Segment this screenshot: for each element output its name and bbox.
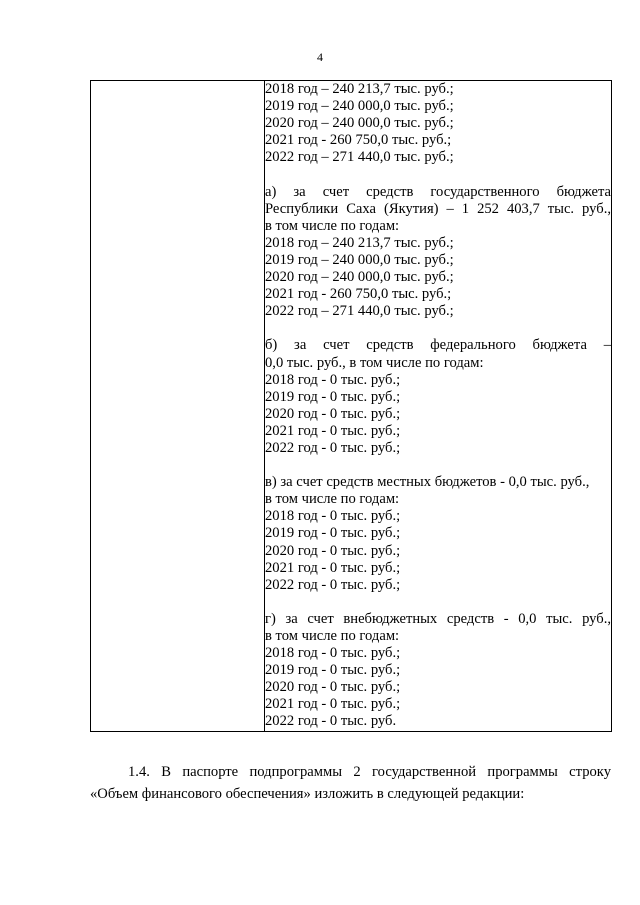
years-block-total <box>265 81 611 166</box>
section-a <box>265 184 611 321</box>
year-line: 2022 год - 0 тыс. руб. <box>265 713 397 730</box>
page-number: 4 <box>317 50 323 64</box>
section-g <box>265 611 611 731</box>
section-g-intro: г) за счет внебюджетных средств - 0,0 тыс. руб., <box>265 610 611 627</box>
body-paragraph-line: 1.4. В паспорте подпрограммы 2 государственной программы строку <box>128 764 611 780</box>
year-line: 2018 год – 240 213,7 тыс. руб.; <box>265 234 454 251</box>
year-line: 2021 год - 0 тыс. руб.; <box>265 422 401 439</box>
year-line: 2020 год – 240 000,0 тыс. руб.; <box>265 269 454 286</box>
year-line: 2019 год - 0 тыс. руб.; <box>265 525 401 542</box>
section-v-intro: в) за счет средств местных бюджетов - 0,0 тыс. руб., <box>265 474 590 491</box>
section-a-intro: в том числе по годам: <box>265 217 400 234</box>
table-left-cell <box>91 81 265 732</box>
year-line: 2020 год – 240 000,0 тыс. руб.; <box>265 115 454 132</box>
year-line: 2020 год - 0 тыс. руб.; <box>265 679 401 696</box>
spacer <box>265 457 611 474</box>
year-line: 2021 год - 0 тыс. руб.; <box>265 559 401 576</box>
table-right-cell <box>265 81 612 732</box>
year-line: 2018 год – 240 213,7 тыс. руб.; <box>265 81 454 97</box>
year-line: 2021 год - 0 тыс. руб.; <box>265 696 401 713</box>
year-line: 2022 год – 271 440,0 тыс. руб.; <box>265 303 454 320</box>
section-v <box>265 474 611 594</box>
year-line: 2018 год - 0 тыс. руб.; <box>265 508 401 525</box>
year-line: 2020 год - 0 тыс. руб.; <box>265 405 401 422</box>
section-b <box>265 337 611 457</box>
year-line: 2019 год - 0 тыс. руб.; <box>265 662 401 679</box>
year-line: 2018 год - 0 тыс. руб.; <box>265 371 401 388</box>
year-line: 2021 год - 260 750,0 тыс. руб.; <box>265 132 452 149</box>
body-paragraph-line: «Объем финансового обеспечения» изложить в следующей редакции: <box>90 786 525 802</box>
year-line: 2019 год – 240 000,0 тыс. руб.; <box>265 98 454 115</box>
spacer <box>265 594 611 611</box>
year-line: 2019 год – 240 000,0 тыс. руб.; <box>265 251 454 268</box>
section-g-intro: в том числе по годам: <box>265 628 400 644</box>
section-v-intro: в том числе по годам: <box>265 491 400 508</box>
year-line: 2022 год - 0 тыс. руб.; <box>265 576 401 593</box>
section-b-intro: 0,0 тыс. руб., в том числе по годам: <box>265 354 484 371</box>
section-b-intro: б) за счет средств федерального бюджета – <box>265 337 611 354</box>
year-line: 2022 год - 0 тыс. руб.; <box>265 439 401 456</box>
funding-table <box>90 80 612 732</box>
year-line: 2018 год - 0 тыс. руб.; <box>265 645 401 662</box>
section-a-intro: а) за счет средств государственного бюджета <box>265 183 611 200</box>
year-line: 2020 год - 0 тыс. руб.; <box>265 542 401 559</box>
section-a-intro: Республики Саха (Якутия) – 1 252 403,7 тыс. руб., <box>265 200 611 217</box>
table-row <box>91 81 612 732</box>
year-line: 2019 год - 0 тыс. руб.; <box>265 388 401 405</box>
spacer <box>265 320 611 337</box>
spacer <box>265 166 611 183</box>
year-line: 2021 год - 260 750,0 тыс. руб.; <box>265 286 452 303</box>
year-line: 2022 год – 271 440,0 тыс. руб.; <box>265 149 454 166</box>
